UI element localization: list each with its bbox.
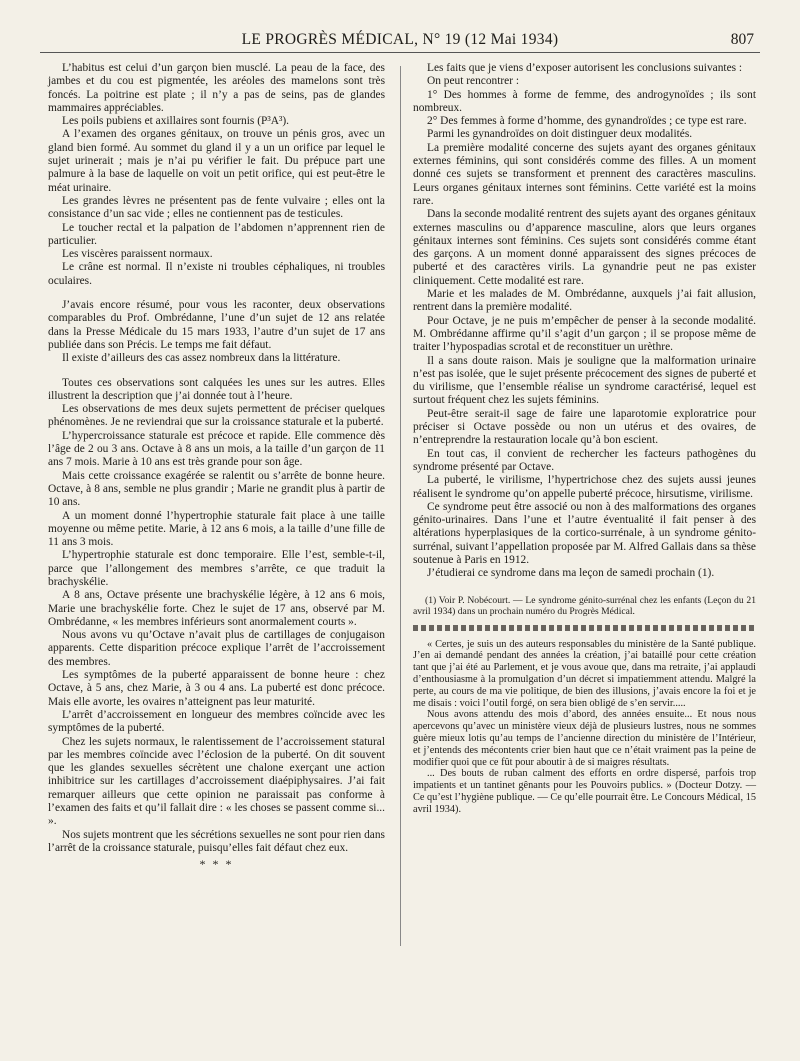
paragraph: Les symptômes de la puberté apparaissent de bonne heure : chez Octave, à 5 ans, chez Marie, à 3 ou 4 ans. La puberté est donc précoce. Mais elle avorte, les ovaires n’atteignent pas leur maturité. <box>48 669 385 708</box>
ornamental-divider <box>413 625 756 631</box>
paragraph: Les poils pubiens et axillaires sont fournis (P³A³). <box>62 115 290 128</box>
footnote <box>413 595 756 617</box>
quote-paragraph: ... Des bouts de ruban calment des efforts en ordre dispersé, parfois trop impatients et un tantinet gênants pour les Pouvoirs publics. » (Docteur Dotzy. — Ce qu’est l’hygiène publique. — Ce qu’elle pourrait être. Le Concours Médical, 15 avril 1934). <box>413 768 756 815</box>
paragraph: J’avais encore résumé, pour vous les raconter, deux observations comparables du Prof. Ombrédanne, l’une d’un sujet de 12 ans relatée dans la Presse Médicale du 15 mars 1933, l’autre d’un sujet de 17 ans publiée dans son Précis. Le temps me fait défaut. <box>48 299 385 351</box>
footnote-text: (1) Voir P. Nobécourt. — Le syndrome génito-surrénal chez les enfants (Leçon du 21 avril 1934) dans un prochain numéro du Progrès Médical. <box>413 594 756 617</box>
left-column <box>48 62 385 872</box>
paragraph: La première modalité concerne des sujets ayant des organes génitaux externes féminins, qui sont considérés comme des filles. A un moment donné ces sujets se transforment et prennent des caractères masculins. Leurs organes génitaux internes sont féminins. Cette variété est la moins rare. <box>413 141 756 207</box>
column-rule <box>400 66 401 946</box>
paragraph: Ce syndrome peut être associé ou non à des malformations des organes génito-urinaires. Dans l’une et l’autre éventualité il fait penser à des altérations hyperplasiques de la cortico-surrénale, à un syndrome génito-surrénal, suivant l’appellation proposée par M. Alfred Gallais dans sa thèse soutenue à Paris en 1912. <box>413 500 756 566</box>
paragraph: En tout cas, il convient de rechercher les facteurs pathogènes du syndrome présenté par Octave. <box>413 447 756 473</box>
paragraph: L’arrêt d’accroissement en longueur des membres coïncide avec les symptômes de la puberté. <box>48 708 385 735</box>
paragraph: La puberté, le virilisme, l’hypertrichose chez des sujets aussi jeunes réalisent le syndrome qu’on appelle puberté précoce, hirsutisme, virilisme. <box>413 474 756 500</box>
paragraph: Les viscères paraissent normaux. <box>62 248 213 261</box>
paragraph: Nous avons vu qu’Octave n’avait plus de cartillages de conjugaison apparents. Cette disparition précoce explique l’arrêt de l’accroissement des membres. <box>48 629 385 668</box>
paragraph: A 8 ans, Octave présente une brachyskélie légère, à 12 ans 6 mois, Marie une brachyskélie forte. Chez le sujet de 17 ans, observé par M. Ombrédanne, « les membres inférieurs sont anormalement courts ». <box>48 589 385 628</box>
quoted-excerpt <box>413 639 756 816</box>
paragraph: On peut rencontrer : <box>427 75 520 88</box>
quote-paragraph: Nous avons attendu des mois d’abord, des années ensuite... Et nous nous apercevons qu’avec un ministère vieux déjà de plusieurs lustres, nous ne sommes guère mieux lotis qu’au temps de l’ancienne direction du ministère de l’Intérieur, et j’entends des mécontents crier bien haut que ce n’était vraiment pas la peine de modifier quoi que ce fût pour aboutir à de si maigres résultats. <box>413 709 756 768</box>
paragraph: Il a sans doute raison. Mais je souligne que la malformation urinaire n’est pas isolée, que le sujet présente précocement des signes de puberté et du virilisme, que l’ensemble réalise un syndrome caractérisé, lequel est surtout fréquent chez les sujets féminins. <box>413 354 756 407</box>
page-number: 807 <box>730 31 754 48</box>
paragraph: L’hypertrophie staturale est donc temporaire. Elle l’est, semble-t-il, parce que l’allongement des membres s’arrête, ce que traduit la brachyskélie. <box>48 549 385 588</box>
paragraph: A l’examen des organes génitaux, on trouve un pénis gros, avec un gland bien formé. Au sommet du gland il y a un un orifice par lequel le sujet urinerait ; mais je n’ai pu vérifier le fait. Du prépuce part une palmure à la base de laquelle on voit un petit orifice, qui est peut-être le méat urinaire. <box>48 128 385 194</box>
paragraph: J’étudierai ce syndrome dans ma leçon de samedi prochain (1). <box>427 567 715 580</box>
paragraph: Il existe d’ailleurs des cas assez nombreux dans la littérature. <box>62 352 341 365</box>
paragraph: Peut-être serait-il sage de faire une laparotomie exploratrice pour préciser si Octave possède ou non un utérus et des ovaires, de n’entreprendre la restauration locale qu’à bon escient. <box>413 407 756 447</box>
right-column <box>413 62 756 816</box>
paragraph: A un moment donné l’hypertrophie staturale fait place à une taille moyenne ou même petite. Marie, à 12 ans 6 mois, a la taille d’une fille de 11 ans 3 mois. <box>48 509 385 549</box>
journal-title: LE PROGRÈS MÉDICAL, N° 19 (12 Mai 1934) <box>241 31 559 48</box>
paragraph: Dans la seconde modalité rentrent des sujets ayant des organes génitaux externes masculins ou d’apparence masculine, alors que leurs organes génitaux internes sont féminins. Ces sujets sont considérés comme étant des garçons. A un moment donné apparaissent des signes précoces de puberté et des caractères virils. La gynandrie peut ne pas exister cliniquement. Cette modalité est rare. <box>413 208 756 287</box>
paragraph: Chez les sujets normaux, le ralentissement de l’accroissement statural par les membres coïncide avec l’éclosion de la puberté. On dit souvent que les glandes sexuelles sécrètent une chalone exerçant une action inhibitrice sur les cartillages d’accroissement diaépiphysaires. J’ai fait remarquer ailleurs que cette opinion ne paraissait pas conforme à l’examen des faits et qu’il fallait dire : « les choses se passent comme si... ». <box>48 735 385 828</box>
paragraph: 1° Des hommes à forme de femme, des androgynoïdes ; ils sont nombreux. <box>413 88 756 114</box>
paragraph: Les grandes lèvres ne présentent pas de fente vulvaire ; elles ont la consistance d’un sac vide ; elles ne contiennent pas de testicules. <box>48 194 385 221</box>
paragraph: L’hypercroissance staturale est précoce et rapide. Elle commence dès l’âge de 2 ou 3 ans. Octave à 8 ans un mois, a la taille d’un garçon de 11 ans 7 mois. Marie à 10 ans est très grande pour son âge. <box>48 429 385 469</box>
paragraph: L’habitus est celui d’un garçon bien musclé. La peau de la face, des jambes et du cou est pigmentée, les aréoles des mamelons sont très foncés. La poitrine est plate ; il n’y a pas de seins, pas de glandes mammaires appréciables. <box>48 62 385 114</box>
paragraph: Pour Octave, je ne puis m’empêcher de penser à la seconde modalité. M. Ombrédanne affirme qu’il s’agit d’un garçon ; il se propose même de traiter l’hypospadias scrotal et de reconstituer un urèthre. <box>413 314 756 354</box>
paragraph: Toutes ces observations sont calquées les unes sur les autres. Elles illustrent la description que j’ai donnée tout à l’heure. <box>48 376 385 402</box>
paragraph: Parmi les gynandroïdes on doit distinguer deux modalités. <box>427 128 693 141</box>
paragraph: Nos sujets montrent que les sécrétions sexuelles ne sont pour rien dans l’arrêt de la croissance staturale, puisqu’elles fait défaut chez eux. <box>48 828 385 854</box>
paragraph: Le crâne est normal. Il n’existe ni troubles céphaliques, ni troubles oculaires. <box>48 261 385 287</box>
paragraph: Marie et les malades de M. Ombrédanne, auxquels j’ai fait allusion, rentrent dans la première modalité. <box>413 288 756 314</box>
running-header <box>40 28 760 53</box>
paragraph: 2° Des femmes à forme d’homme, des gynandroïdes ; ce type est rare. <box>427 115 747 128</box>
paragraph: Le toucher rectal et la palpation de l’abdomen n’apprennent rien de particulier. <box>48 221 385 247</box>
paragraph: Les observations de mes deux sujets permettent de préciser quelques phénomènes. Je ne reviendrai que sur la croissance staturale et la puberté. <box>48 403 385 429</box>
paragraph: Mais cette croissance exagérée se ralentit ou s’arrête de bonne heure. Octave, à 8 ans, semble ne plus grandir ; Marie ne grandit plus à partir de 10 ans. <box>48 469 385 509</box>
paragraph: Les faits que je viens d’exposer autorisent les conclusions suivantes : <box>427 62 743 74</box>
quote-paragraph: « Certes, je suis un des auteurs responsables du ministère de la Santé publique. J’en ai demandé pendant des années la création, j’ai bataillé pour cette création tant que j’ai été au Parlement, et je vous avoue que, dans ma retraite, j’ai applaudi d’enthousiasme à la promulgation d’un décret si impatiemment attendu. Malgré la perte, au cours de ma vie politique, de bien des illusions, j’avais encore la foi et je me disais : voici l’outil forgé, on sera bien obligé de s’en servir..... <box>413 638 756 709</box>
asterism: * * * <box>199 857 234 872</box>
